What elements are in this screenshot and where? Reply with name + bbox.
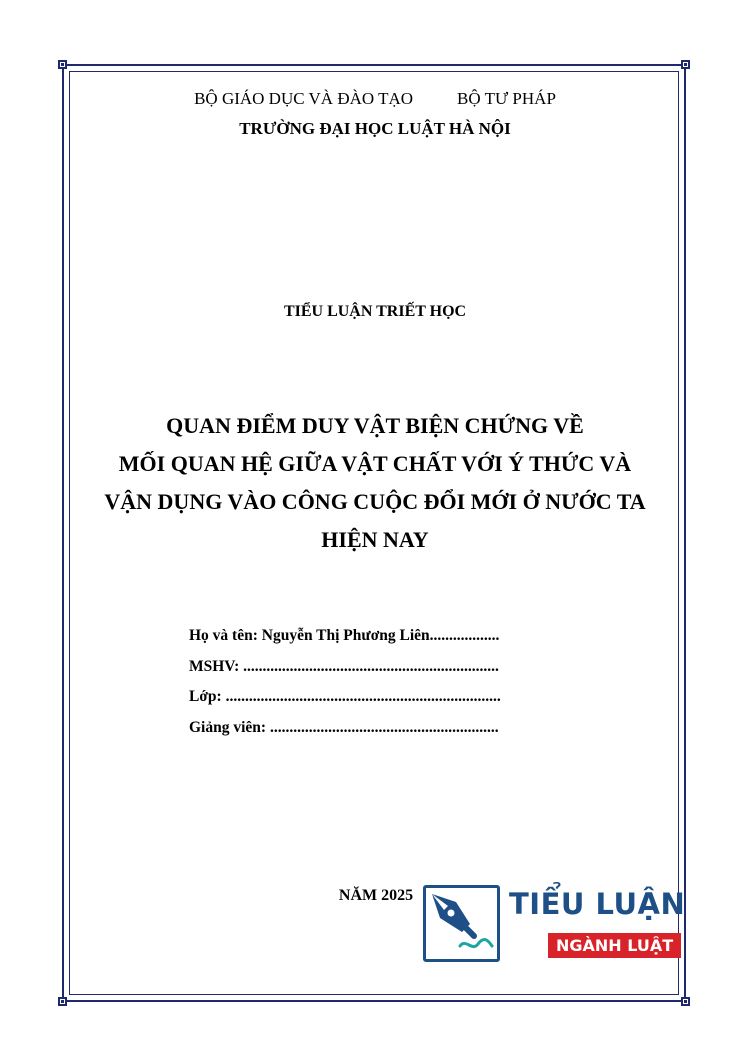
info-name-row: Họ và tên: Nguyễn Thị Phương Liên.................. [189,627,500,644]
essay-title [0,407,750,559]
logo-title: TIỂU LUẬN [509,887,686,921]
year-text: NĂM 2025 [338,887,414,904]
ministry-justice: BỘ TƯ PHÁP [457,89,556,108]
ministry-education: BỘ GIÁO DỤC VÀ ĐÀO TẠO [194,89,414,108]
info-student-id-row: MSHV: .................................................................. [189,657,499,675]
title-line: VẬN DỤNG VÀO CÔNG CUỘC ĐỔI MỚI Ở NƯỚC TA [104,489,646,514]
frame-corner-ornament [681,997,690,1006]
logo-subtitle: NGÀNH LUẬT [548,933,681,958]
tieu-luan-logo [423,885,686,965]
student-info [189,621,549,743]
fountain-pen-nib-icon [426,888,497,959]
frame-corner-ornament [681,60,690,69]
school-name: TRƯỜNG ĐẠI HỌC LUẬT HÀ NỘI [239,119,511,138]
info-class-row: Lớp: ....................................................................... [189,688,501,705]
frame-corner-ornament [58,997,67,1006]
essay-subject: TIỂU LUẬN TRIẾT HỌC [283,303,467,320]
frame-corner-ornament [58,60,67,69]
info-lecturer-row: Giảng viên: ........................................................... [189,718,499,736]
title-line: MỐI QUAN HỆ GIỮA VẬT CHẤT VỚI Ý THỨC VÀ [118,451,632,476]
title-line: HIỆN NAY [321,527,429,552]
ministries-header [0,89,750,109]
logo-badge [423,885,500,962]
title-line: QUAN ĐIỂM DUY VẬT BIỆN CHỨNG VỀ [166,413,584,438]
